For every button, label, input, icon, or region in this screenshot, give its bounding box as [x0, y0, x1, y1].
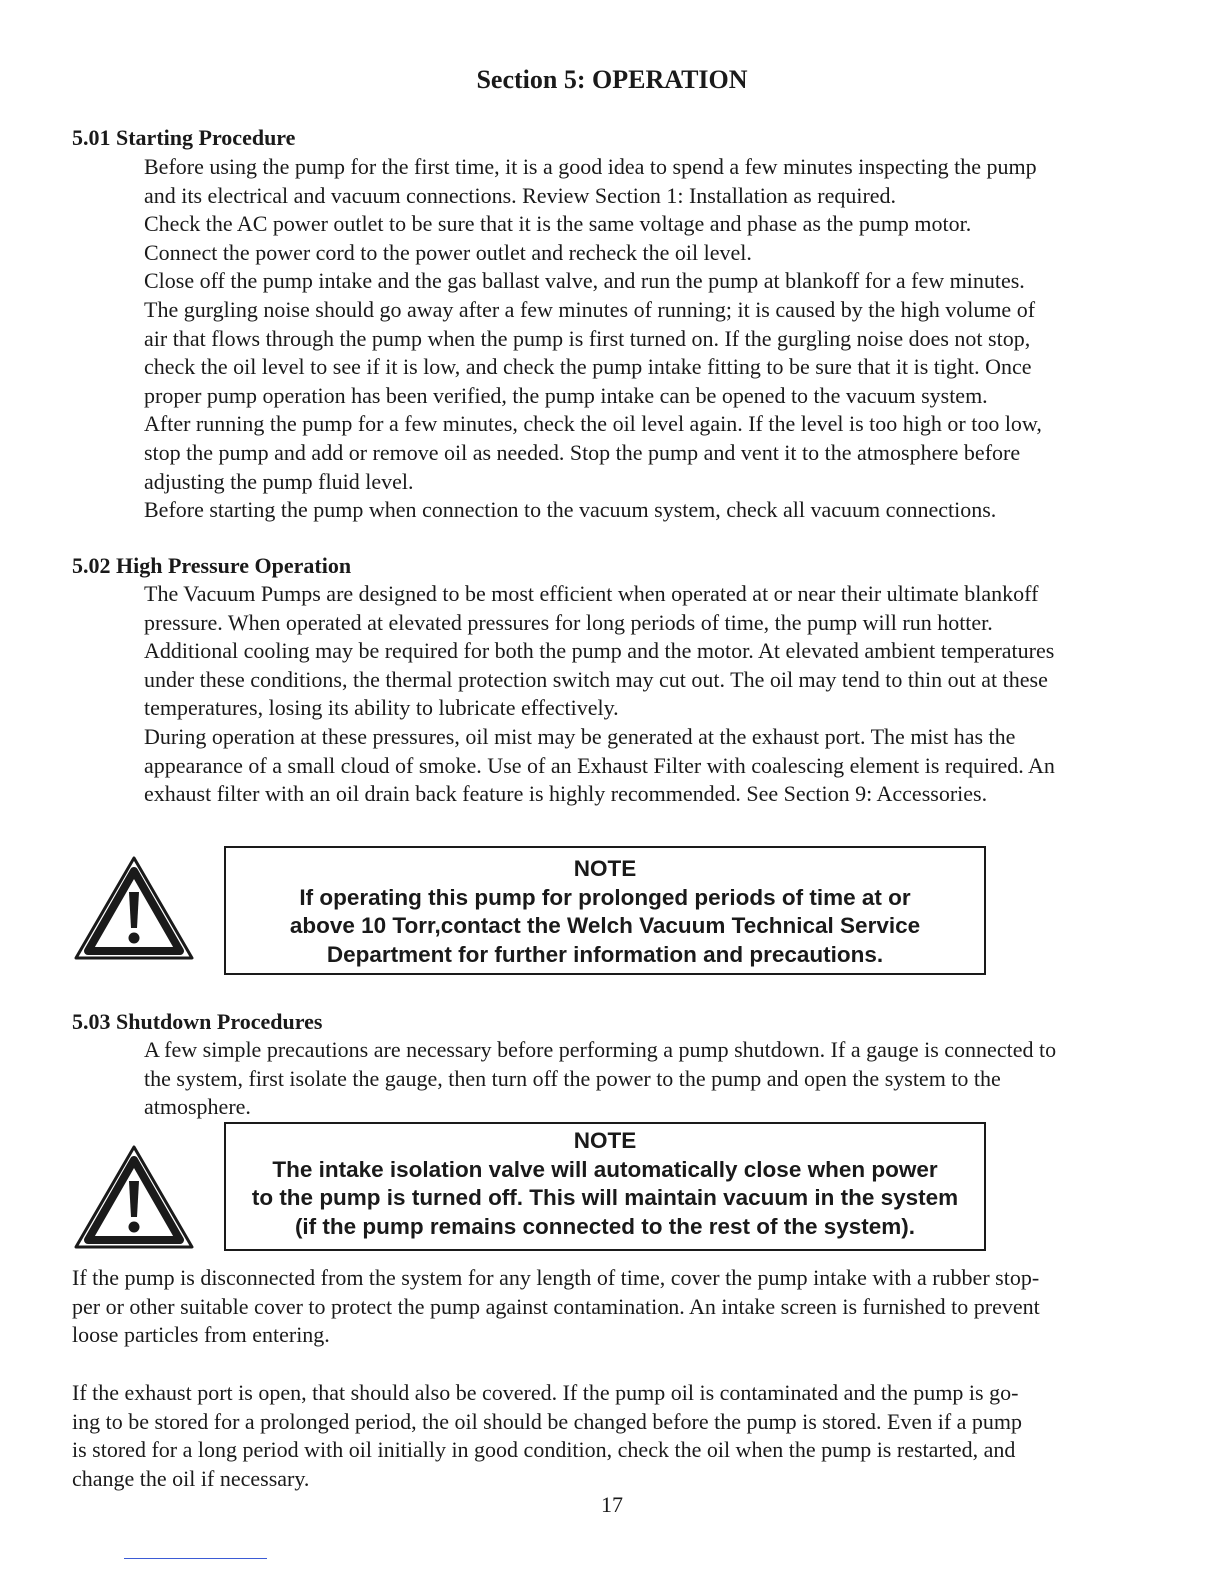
text-line: Before using the pump for the first time, it is a good idea to spend a few minutes inspecting the pump [144, 154, 1037, 179]
text-line: A few simple precautions are necessary before performing a pump shutdown. If a gauge is connected to [144, 1037, 1057, 1062]
section-body-high-pressure-operation [144, 580, 1144, 809]
page-title: Section 5: OPERATION [476, 65, 748, 94]
text-line: If the pump is disconnected from the system for any length of time, cover the pump intake with a rubber stop- [72, 1265, 1040, 1290]
note-line: The intake isolation valve will automatically close when power [272, 1156, 938, 1182]
warning-triangle-icon [72, 1143, 196, 1251]
text-line: exhaust filter with an oil drain back feature is highly recommended. See Section 9: Accessories. [144, 781, 988, 807]
note-line: above 10 Torr,contact the Welch Vacuum Technical Service [289, 913, 921, 939]
text-line: During operation at these pressures, oil mist may be generated at the exhaust port. The mist has the [144, 723, 1016, 749]
text-line: atmosphere. [144, 1094, 251, 1120]
paragraph-disconnected-pump [72, 1264, 1142, 1350]
section-heading-high-pressure-operation: 5.02 High Pressure Operation [72, 553, 352, 578]
text-line: check the oil level to see if it is low, and check the pump intake fitting to be sure that it is tight. Once [144, 354, 1032, 380]
text-line: ing to be stored for a prolonged period, the oil should be changed before the pump is stored. Even if a pump [72, 1408, 1023, 1434]
note-box-intake-isolation-valve [224, 1122, 986, 1251]
text-line: the system, first isolate the gauge, then turn off the power to the pump and open the system to the [144, 1065, 1001, 1091]
text-line: change the oil if necessary. [72, 1465, 310, 1491]
text-line: If the exhaust port is open, that should also be covered. If the pump oil is contaminated and the pump is go- [72, 1380, 1019, 1405]
section-heading-starting-procedure: 5.01 Starting Procedure [72, 125, 296, 150]
text-line: temperatures, losing its ability to lubricate effectively. [144, 695, 619, 721]
text-line: pressure. When operated at elevated pressures for long periods of time, the pump will run hotter. [144, 609, 993, 635]
section-body-shutdown-procedures [144, 1036, 1144, 1122]
text-line: stop the pump and add or remove oil as needed. Stop the pump and vent it to the atmosphere before [144, 439, 1021, 465]
page-number: 17 [601, 1492, 623, 1517]
text-line: After running the pump for a few minutes, check the oil level again. If the level is too high or too low, [144, 411, 1042, 437]
note-label: NOTE [573, 1128, 637, 1153]
text-line: Connect the power cord to the power outlet and recheck the oil level. [144, 239, 752, 265]
note-line: (if the pump remains connected to the rest of the system). [294, 1213, 916, 1239]
paragraph-exhaust-port-storage [72, 1379, 1142, 1493]
text-line: under these conditions, the thermal protection switch may cut out. The oil may tend to thin out at these [144, 666, 1048, 692]
section-heading-shutdown-procedures: 5.03 Shutdown Procedures [72, 1009, 323, 1034]
note-line: If operating this pump for prolonged periods of time at or [299, 884, 911, 910]
note-label: NOTE [573, 856, 637, 881]
text-line: The gurgling noise should go away after a few minutes of running; it is caused by the high volume of [144, 296, 1036, 322]
text-line: loose particles from entering. [72, 1322, 330, 1348]
warning-triangle-icon [72, 854, 196, 962]
text-line: air that flows through the pump when the pump is first turned on. If the gurgling noise does not stop, [144, 325, 1031, 351]
text-line: Additional cooling may be required for both the pump and the motor. At elevated ambient temperatures [144, 638, 1055, 664]
note-line: Department for further information and precautions. [326, 941, 884, 967]
text-line: Check the AC power outlet to be sure that it is the same voltage and phase as the pump motor. [144, 211, 972, 237]
text-line: The Vacuum Pumps are designed to be most efficient when operated at or near their ultimate blankoff [144, 581, 1039, 606]
section-body-starting-procedure [144, 153, 1144, 525]
note-line: to the pump is turned off. This will maintain vacuum in the system [251, 1185, 959, 1211]
text-line: Close off the pump intake and the gas ballast valve, and run the pump at blankoff for a few minutes. [144, 268, 1025, 294]
text-line: and its electrical and vacuum connections. Review Section 1: Installation as required. [144, 182, 897, 208]
footer-rule [124, 1558, 267, 1559]
note-box-prolonged-operation [224, 846, 986, 975]
text-line: Before starting the pump when connection to the vacuum system, check all vacuum connections. [144, 497, 997, 523]
text-line: adjusting the pump fluid level. [144, 468, 414, 494]
text-line: proper pump operation has been verified, the pump intake can be opened to the vacuum system. [144, 382, 988, 408]
text-line: appearance of a small cloud of smoke. Use of an Exhaust Filter with coalescing element is required. An [144, 752, 1055, 778]
text-line: is stored for a long period with oil initially in good condition, check the oil when the pump is restarted, and [72, 1437, 1016, 1463]
text-line: per or other suitable cover to protect the pump against contamination. An intake screen is furnished to prevent [72, 1293, 1040, 1319]
